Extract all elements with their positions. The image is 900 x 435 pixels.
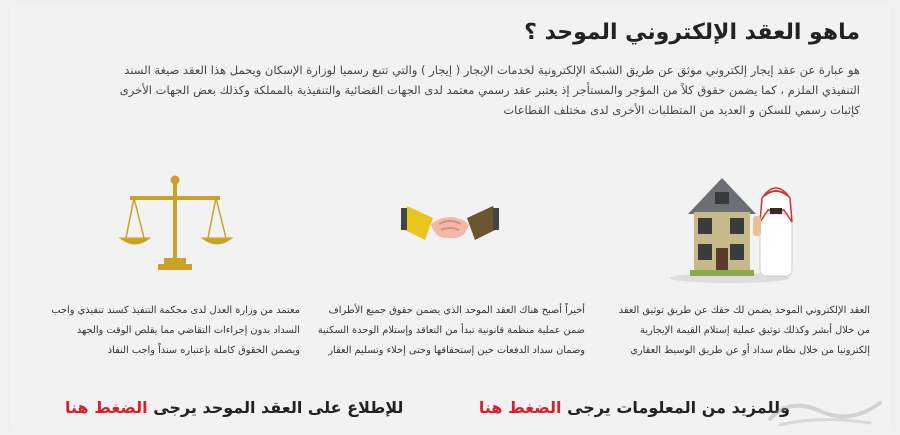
more-info-label: وللمزيد من المعلومات يرجى xyxy=(567,398,790,417)
feature-column xyxy=(315,166,585,361)
watermark-logo-icon xyxy=(760,389,890,431)
content-card xyxy=(10,6,890,431)
justice-scale-icon xyxy=(30,166,300,291)
view-contract-link[interactable]: الضغط هنا xyxy=(65,398,148,417)
feature-line: ضمن عملية منظمة قانونية تبدأ من التعاقد وإستلام الوحدة السكنية xyxy=(317,325,585,336)
handshake-icon xyxy=(315,166,585,291)
more-info-cta xyxy=(479,398,790,417)
feature-text xyxy=(315,301,585,361)
handshake-illustration xyxy=(315,166,585,291)
intro-line: هو عبارة عن عقد إيجار إلكتروني موثق عن طريق الشبكة الإلكترونية لخدمات الإيجار ( إيجار ) والتي تتبع رسميا لوزارة الإسكان ويحمل هذا العقد صيغة السند xyxy=(124,63,860,77)
house-man-icon xyxy=(600,166,870,291)
more-info-link[interactable]: الضغط هنا xyxy=(478,398,562,417)
feature-line: ويضمن الحقوق كاملة بإعتباره سنداً واجب النفاذ xyxy=(107,345,300,356)
house-man-illustration xyxy=(600,166,870,291)
feature-text xyxy=(600,301,870,361)
view-contract-label: للإطلاع على العقد الموحد يرجى xyxy=(153,398,404,417)
intro-line: كإثبات رسمي للسكن و العديد من المتطلبات الأخرى لدى مختلف القطاعات xyxy=(503,103,860,117)
feature-line: العقد الإلكتروني الموحد يضمن لك حقك عن طريق توثيق العقد xyxy=(618,305,870,316)
feature-column xyxy=(600,166,870,361)
feature-column xyxy=(30,166,300,361)
feature-line: إلكترونيا من خلال نظام سداد أو عن طريق الوسيط العقاري xyxy=(630,345,870,356)
intro-line: التنفيذي الملزم ، كما يضمن حقوق كلاً من المؤجر والمستأجر إذ يعتبر عقد رسمي معتمد لدى الجهات القضائية والتنفيذية بالمملكة وكذلك بعض الجهات الأخرى xyxy=(119,83,860,97)
intro-paragraph xyxy=(40,60,860,120)
feature-line: من خلال أبشر وكذلك توثيق عملية إستلام القيمة الإيجارية xyxy=(639,325,870,336)
view-contract-cta xyxy=(65,398,403,417)
feature-line: أخيراً أصبح هناك العقد الموحد الذي يضمن حقوق جميع الأطراف xyxy=(328,305,585,316)
feature-line: السداد بدون إجراءات التقاضي مما يقلص الوقت والجهد xyxy=(76,325,300,336)
scale-illustration xyxy=(30,166,300,291)
page-title: ماهو العقد الإلكتروني الموحد ؟ xyxy=(524,20,860,45)
feature-line: وضمان سداد الدفعات حين إستحقاقها وحتى إخلاء وتسليم العقار xyxy=(328,345,585,356)
feature-line: معتمد من وزارة العدل لدى محكمة التنفيذ كسند تنفيذي واجب xyxy=(51,305,300,316)
feature-text xyxy=(30,301,300,361)
